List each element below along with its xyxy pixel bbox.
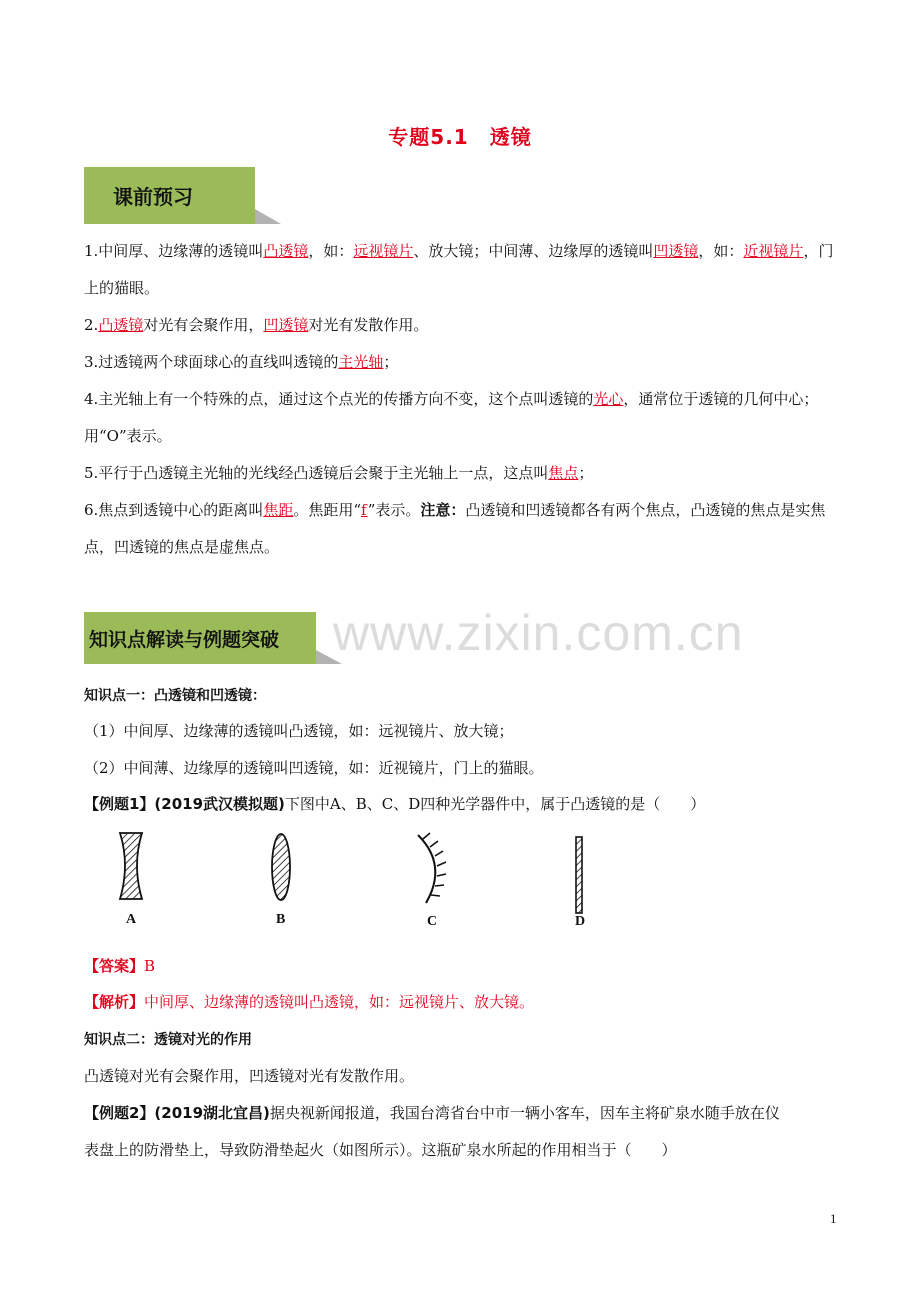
section-banner-knowledge [84,612,316,664]
concave-mirror-icon [418,833,446,903]
example-text: 下图中A、B、C、D四种光学器件中，属于凸透镜的是（ ） [284,795,706,813]
optical-devices-figure [100,825,620,935]
page-title: 专题5.1 透镜 [388,125,532,149]
knowledge-heading-2: 知识点二：透镜对光的作用 [84,1032,252,1048]
banner-label: 课前预习 [113,185,193,209]
preview-item-6: 6.焦点到透镜中心的距离叫焦距。焦距用“f”表示。注意：凸透镜和凹透镜都各有两个焦点，凸透镜的焦点是实焦点，凹透镜的焦点是虚焦点。 [84,501,826,556]
answer-value: B [144,957,156,975]
figure-label-d: D [575,914,586,929]
example-tag: 【例题1】(2019武汉模拟题) [84,795,285,813]
preview-item-4: 4.主光轴上有一个特殊的点，通过这个点光的传播方向不变，这个点叫透镜的光心，通常位于透镜的几何中心；用“O”表示。 [84,390,819,445]
example-1-analysis [84,991,534,1012]
preview-item-1: 1.中间厚、边缘薄的透镜叫凸透镜，如：远视镜片、放大镜；中间薄、边缘厚的透镜叫凹透镜，如：近视镜片，门上的猫眼。 [84,242,834,297]
page-number: 1 [830,1211,837,1226]
example-2-question-line-1 [84,1102,780,1123]
section-banner-preview [84,167,255,224]
preview-item-5: 5.平行于凸透镜主光轴的光线经凸透镜后会聚于主光轴上一点，这点叫焦点； [84,464,594,482]
knowledge-2-line-1: 凸透镜对光有会聚作用，凹透镜对光有发散作用。 [84,1067,415,1085]
watermark: www.zixin.com.cn [333,605,744,661]
plane-mirror-icon [576,837,582,913]
banner-shadow [255,209,281,224]
analysis-tag: 【解析】 [84,993,145,1011]
example-tag: 【例题2】(2019湖北宜昌) [84,1104,270,1122]
figure-label-b: B [276,912,286,927]
example-2-question-line-2: 表盘上的防滑垫上，导致防滑垫起火（如图所示）。这瓶矿泉水所起的作用相当于（ ） [84,1141,677,1159]
knowledge-1-line-1: （1）中间厚、边缘薄的透镜叫凸透镜，如：远视镜片、放大镜； [84,722,514,740]
answer-tag: 【答案】 [84,957,145,975]
example-text: 据央视新闻报道，我国台湾省台中市一辆小客车，因车主将矿泉水随手放在仪 [269,1104,780,1122]
banner-shadow [316,650,342,664]
preview-item-2: 2.凸透镜对光有会聚作用，凹透镜对光有发散作用。 [84,316,429,334]
knowledge-heading-1: 知识点一：凸透镜和凹透镜： [84,688,266,704]
figure-label-c: C [427,914,438,929]
convex-lens-icon [272,834,290,900]
analysis-text: 中间厚、边缘薄的透镜叫凸透镜，如：远视镜片、放大镜。 [144,993,535,1011]
figure-label-a: A [126,912,137,927]
example-1-question [84,793,705,814]
banner-label: 知识点解读与例题突破 [89,628,280,651]
preview-item-3: 3.过透镜两个球面球心的直线叫透镜的主光轴； [84,353,399,371]
knowledge-1-line-2: （2）中间薄、边缘厚的透镜叫凹透镜，如：近视镜片，门上的猫眼。 [84,759,544,777]
concave-lens-icon [120,833,142,899]
example-1-answer [84,955,155,976]
